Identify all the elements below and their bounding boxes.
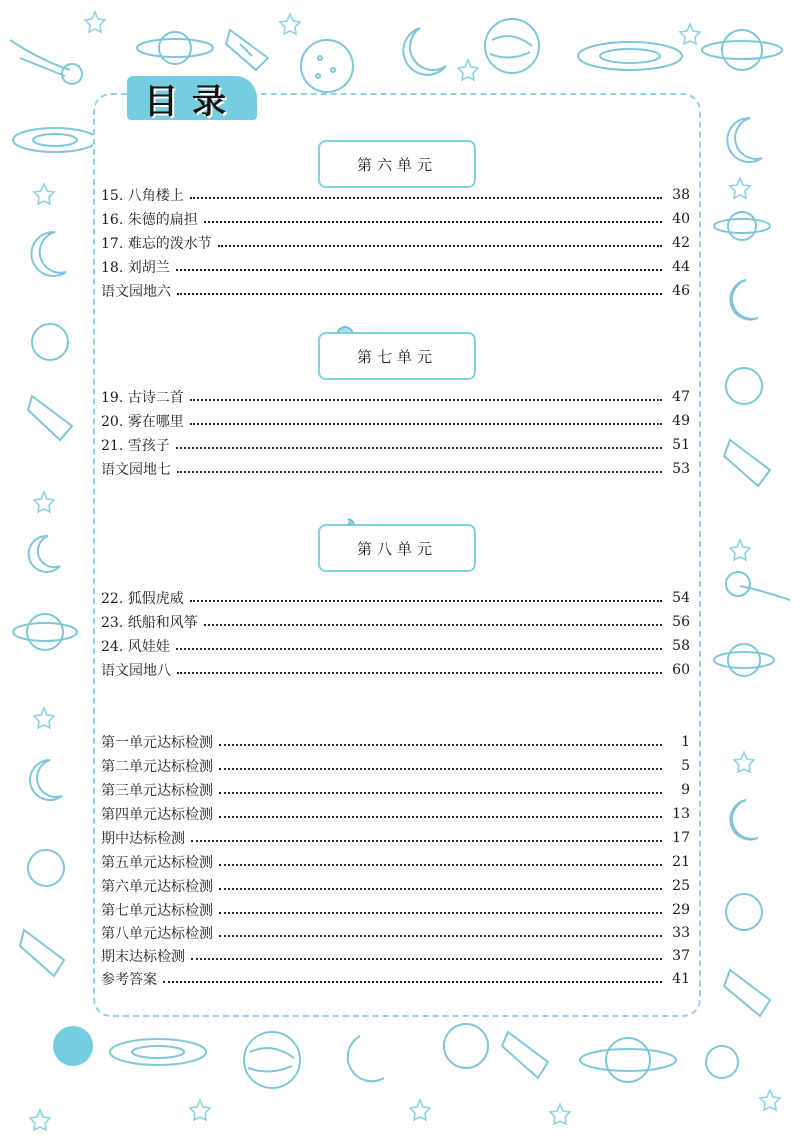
entry-title: 21. 雪孩子 bbox=[101, 438, 170, 454]
entry-title: 第六单元达标检测 bbox=[101, 879, 213, 895]
moon-icon bbox=[730, 800, 758, 840]
entry-title: 第五单元达标检测 bbox=[101, 855, 213, 871]
planet-ring-icon bbox=[714, 644, 774, 676]
toc-entry[interactable] bbox=[101, 635, 690, 657]
dot-leader bbox=[204, 623, 662, 626]
toc-entry[interactable] bbox=[101, 208, 690, 230]
entry-title: 16. 朱德的扁担 bbox=[101, 212, 198, 228]
entry-page: 33 bbox=[672, 925, 690, 941]
dotted-planet-icon bbox=[444, 1024, 488, 1068]
dot-leader bbox=[219, 815, 662, 818]
entry-page: 37 bbox=[672, 948, 690, 964]
entry-title: 18. 刘胡兰 bbox=[101, 260, 170, 276]
entry-title: 22. 狐假虎威 bbox=[101, 591, 184, 607]
rocket-icon bbox=[28, 396, 72, 440]
toc-entry[interactable] bbox=[101, 434, 690, 456]
dot-leader bbox=[190, 196, 662, 199]
dot-leader bbox=[218, 244, 662, 247]
toc-entry[interactable] bbox=[101, 232, 690, 254]
moon-icon bbox=[727, 118, 762, 162]
rocket-icon bbox=[502, 1032, 548, 1078]
moon-icon bbox=[31, 232, 66, 276]
galaxy-icon bbox=[13, 128, 97, 152]
dot-leader bbox=[177, 292, 662, 295]
dot-leader bbox=[219, 934, 662, 937]
galaxy-icon bbox=[110, 1039, 206, 1065]
entry-title: 第二单元达标检测 bbox=[101, 759, 213, 775]
rocket-icon bbox=[20, 930, 64, 976]
dot-leader bbox=[219, 887, 662, 890]
entry-page: 38 bbox=[672, 187, 690, 203]
entry-page: 9 bbox=[681, 782, 690, 798]
entry-page: 42 bbox=[672, 235, 690, 251]
dot-leader bbox=[190, 599, 662, 602]
rocket-icon bbox=[226, 30, 268, 70]
entry-title: 语文园地六 bbox=[101, 284, 171, 300]
planet-ring-icon bbox=[137, 32, 213, 64]
entry-page: 5 bbox=[681, 758, 690, 774]
dot-leader bbox=[219, 863, 662, 866]
toc-entry[interactable] bbox=[101, 659, 690, 681]
toc-entry-test[interactable] bbox=[101, 875, 690, 897]
comet-icon bbox=[10, 40, 82, 84]
entry-page: 49 bbox=[672, 413, 690, 429]
entry-title: 24. 风娃娃 bbox=[101, 639, 170, 655]
dotted-planet-icon bbox=[726, 368, 762, 404]
entry-page: 13 bbox=[672, 806, 690, 822]
dot-leader bbox=[219, 767, 662, 770]
planet-ring-icon bbox=[13, 614, 77, 650]
dot-leader bbox=[190, 398, 662, 401]
entry-title: 语文园地八 bbox=[101, 663, 171, 679]
toc-entry-test[interactable] bbox=[101, 851, 690, 873]
entry-page: 1 bbox=[681, 734, 690, 750]
entry-page: 51 bbox=[672, 437, 690, 453]
toc-entry-test[interactable] bbox=[101, 755, 690, 777]
toc-entry-test[interactable] bbox=[101, 827, 690, 849]
entry-title: 第七单元达标检测 bbox=[101, 903, 213, 919]
rocket-icon bbox=[724, 970, 770, 1016]
toc-entry[interactable] bbox=[101, 587, 690, 609]
entry-page: 25 bbox=[672, 878, 690, 894]
toc-entry-test[interactable] bbox=[101, 945, 690, 967]
entry-page: 60 bbox=[672, 662, 690, 678]
unit-heading-7: 第七单元 bbox=[318, 332, 476, 380]
entry-page: 41 bbox=[672, 971, 690, 987]
entry-page: 47 bbox=[672, 389, 690, 405]
planet-ring-icon bbox=[702, 30, 782, 70]
entry-title: 19. 古诗二首 bbox=[101, 390, 184, 406]
dotted-planet-icon bbox=[301, 40, 353, 92]
unit-heading-6: 第六单元 bbox=[318, 140, 476, 188]
dot-leader bbox=[219, 791, 662, 794]
toc-entry-test[interactable] bbox=[101, 803, 690, 825]
galaxy-icon bbox=[578, 42, 682, 70]
toc-entry[interactable] bbox=[101, 280, 690, 302]
entry-page: 40 bbox=[672, 211, 690, 227]
dot-leader bbox=[177, 470, 662, 473]
entry-title: 20. 雾在哪里 bbox=[101, 414, 184, 430]
entry-page: 58 bbox=[672, 638, 690, 654]
entry-page: 53 bbox=[672, 461, 690, 477]
toc-entry-test[interactable] bbox=[101, 779, 690, 801]
dotted-planet-icon bbox=[28, 850, 64, 886]
entry-title: 参考答案 bbox=[101, 972, 157, 988]
entry-title: 第一单元达标检测 bbox=[101, 735, 213, 751]
moon-icon bbox=[730, 280, 758, 320]
moon-icon bbox=[29, 536, 60, 572]
entry-page: 56 bbox=[672, 614, 690, 630]
toc-entry-test[interactable] bbox=[101, 922, 690, 944]
page-title: 目录 bbox=[127, 76, 257, 120]
moon-icon bbox=[348, 1036, 384, 1081]
entry-title: 23. 纸船和风筝 bbox=[101, 615, 198, 631]
toc-entry[interactable] bbox=[101, 184, 690, 206]
rocket-icon bbox=[724, 440, 770, 486]
planet-ring-icon bbox=[580, 1038, 676, 1082]
entry-title: 15. 八角楼上 bbox=[101, 188, 184, 204]
dot-leader bbox=[176, 268, 662, 271]
toc-entry[interactable] bbox=[101, 386, 690, 408]
toc-entry-test[interactable] bbox=[101, 968, 690, 990]
toc-entry-test[interactable] bbox=[101, 899, 690, 921]
entry-page: 46 bbox=[672, 283, 690, 299]
entry-page: 54 bbox=[672, 590, 690, 606]
planet-ring-icon bbox=[714, 212, 770, 240]
comet-icon bbox=[726, 572, 790, 600]
toc-entry[interactable] bbox=[101, 410, 690, 432]
entry-page: 29 bbox=[672, 902, 690, 918]
dotted-planet-icon bbox=[726, 894, 762, 930]
moon-icon bbox=[30, 760, 62, 800]
entry-title: 第三单元达标检测 bbox=[101, 783, 213, 799]
dot-leader bbox=[190, 422, 662, 425]
dot-leader bbox=[163, 980, 662, 983]
entry-page: 21 bbox=[672, 854, 690, 870]
entry-title: 17. 难忘的泼水节 bbox=[101, 236, 212, 252]
dot-leader bbox=[204, 220, 662, 223]
toc-entry[interactable] bbox=[101, 256, 690, 278]
entry-title: 第四单元达标检测 bbox=[101, 807, 213, 823]
swirl-planet-icon bbox=[706, 1046, 738, 1078]
dot-leader bbox=[219, 911, 662, 914]
toc-entry[interactable] bbox=[101, 458, 690, 480]
entry-page: 17 bbox=[672, 830, 690, 846]
swirl-planet-icon bbox=[244, 1032, 300, 1088]
unit-heading-8: 第八单元 bbox=[318, 524, 476, 572]
dot-leader bbox=[177, 671, 662, 674]
toc-entry-test[interactable] bbox=[101, 731, 690, 753]
dot-leader bbox=[176, 647, 662, 650]
blue-planet-icon bbox=[53, 1026, 93, 1066]
entry-page: 44 bbox=[672, 259, 690, 275]
entry-title: 第八单元达标检测 bbox=[101, 926, 213, 942]
dot-leader bbox=[191, 839, 662, 842]
dotted-planet-icon bbox=[32, 324, 68, 360]
entry-title: 语文园地七 bbox=[101, 462, 171, 478]
dot-leader bbox=[176, 446, 662, 449]
moon-icon bbox=[403, 28, 446, 75]
dot-leader bbox=[191, 957, 662, 960]
entry-title: 期中达标检测 bbox=[101, 831, 185, 847]
dot-leader bbox=[219, 743, 662, 746]
swirl-planet-icon bbox=[485, 19, 539, 73]
entry-title: 期末达标检测 bbox=[101, 949, 185, 965]
toc-entry[interactable] bbox=[101, 611, 690, 633]
